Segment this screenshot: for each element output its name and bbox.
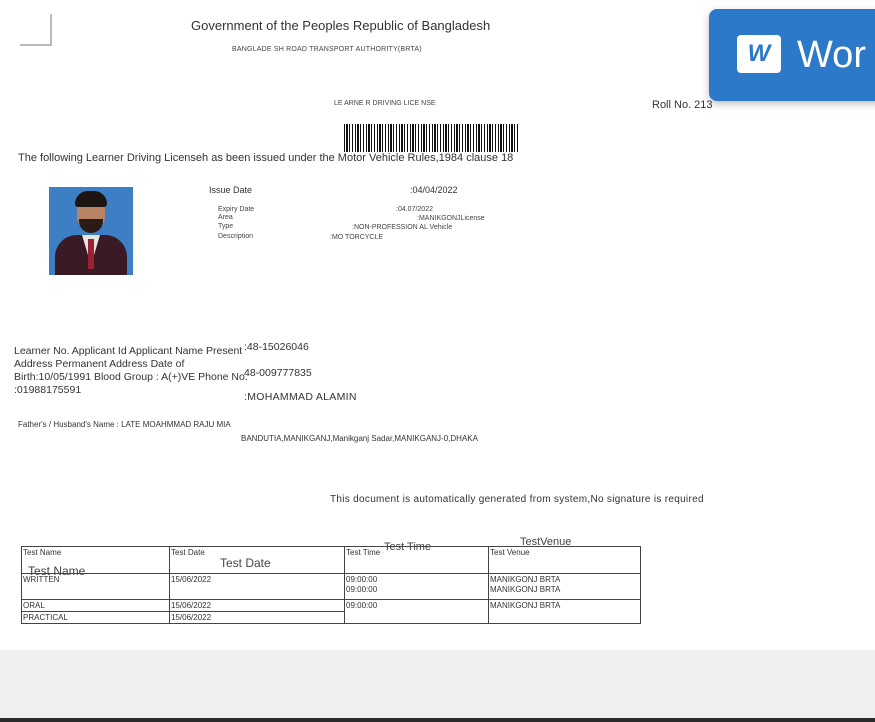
type-value: :NON-PROFESSION AL Vehicle bbox=[352, 224, 453, 231]
bottom-divider bbox=[0, 718, 875, 722]
area-value: :MANIKGONJLicense bbox=[417, 215, 485, 222]
written-name: WRITTEN bbox=[22, 574, 170, 600]
issue-date-label: Issue Date bbox=[209, 185, 253, 195]
word-app-badge[interactable] bbox=[709, 9, 875, 101]
phone-number: 48-009777835 bbox=[244, 367, 312, 379]
header-test-date: Test Date bbox=[170, 547, 345, 574]
header-test-time: Test Time bbox=[345, 547, 489, 574]
header-test-name: Test Name bbox=[22, 547, 170, 574]
applicant-id: :48-15026046 bbox=[244, 341, 309, 353]
practical-name: PRACTICAL bbox=[22, 612, 170, 624]
authority-title: BANGLADE SH ROAD TRANSPORT AUTHORITY(BRTA) bbox=[232, 46, 422, 53]
issue-date-value: :04/04/2022 bbox=[410, 185, 458, 195]
oral-name: ORAL bbox=[22, 600, 170, 612]
oral-time: 09:00:00 bbox=[345, 600, 489, 624]
type-label: Type bbox=[218, 223, 234, 230]
table-row bbox=[22, 600, 641, 612]
written-date: 15/06/2022 bbox=[170, 574, 345, 600]
written-time-1: 09:00:00 bbox=[346, 575, 378, 584]
barcode bbox=[344, 124, 520, 152]
applicant-name: :MOHAMMAD ALAMIN bbox=[244, 391, 357, 403]
overlay-test-venue: TestVenue bbox=[520, 536, 572, 548]
oral-date: 15/06/2022 bbox=[170, 600, 345, 612]
practical-date: 15/06/2022 bbox=[170, 612, 345, 624]
table-row bbox=[22, 574, 641, 600]
government-title: Government of the Peoples Republic of Bangladesh bbox=[191, 18, 491, 33]
intro-text: The following Learner Driving Licenseh as been issued under the Motor Vehicle Rules,1984 clause 18 bbox=[18, 152, 514, 164]
overlay-test-date: Test Date bbox=[220, 556, 271, 570]
test-schedule-table bbox=[21, 546, 641, 624]
overlay-test-time: Test Time bbox=[384, 541, 432, 553]
applicant-address: BANDUTIA,MANIKGANJ,Manikganj Sadar,MANIKGANJ-0,DHAKA bbox=[241, 434, 478, 443]
applicant-photo bbox=[49, 187, 133, 275]
overlay-test-name: Test Name bbox=[28, 564, 86, 578]
written-venue-1: MANIKGONJ BRTA bbox=[490, 575, 561, 584]
description-label: Description bbox=[218, 233, 254, 240]
roll-number: Roll No. 213 bbox=[652, 99, 713, 111]
license-title: LE ARNE R DRIVING LICE NSE bbox=[334, 100, 436, 107]
word-label: Wor bbox=[797, 34, 866, 76]
area-label: Area bbox=[218, 214, 233, 221]
header-test-venue: Test Venue bbox=[489, 547, 641, 574]
expiry-date-label: Expiry Date bbox=[218, 206, 255, 213]
bottom-area bbox=[0, 650, 875, 722]
expiry-date-value: :04.07/2022 bbox=[396, 206, 433, 213]
written-time-2: 09:00:00 bbox=[346, 585, 378, 594]
applicant-labels: Learner No. Applicant Id Applicant Name Present Address Permanent Address Date of Birth:10/05/1991 Blood Group : A(+)VE Phone No. :01988175591 bbox=[14, 345, 248, 396]
system-notice: This document is automatically generated from system,No signature is required bbox=[330, 494, 704, 505]
word-icon: W bbox=[737, 35, 781, 73]
oral-venue: MANIKGONJ BRTA bbox=[489, 600, 641, 624]
written-time bbox=[345, 574, 489, 600]
table-header-row bbox=[22, 547, 641, 574]
written-venue bbox=[489, 574, 641, 600]
description-value: :MO TORCYCLE bbox=[330, 234, 384, 241]
father-name: Father's / Husband's Name : LATE MOAHMMAD RAJU MIA bbox=[18, 420, 231, 429]
written-venue-2: MANIKGONJ BRTA bbox=[490, 585, 561, 594]
page-corner-mark bbox=[20, 14, 52, 46]
